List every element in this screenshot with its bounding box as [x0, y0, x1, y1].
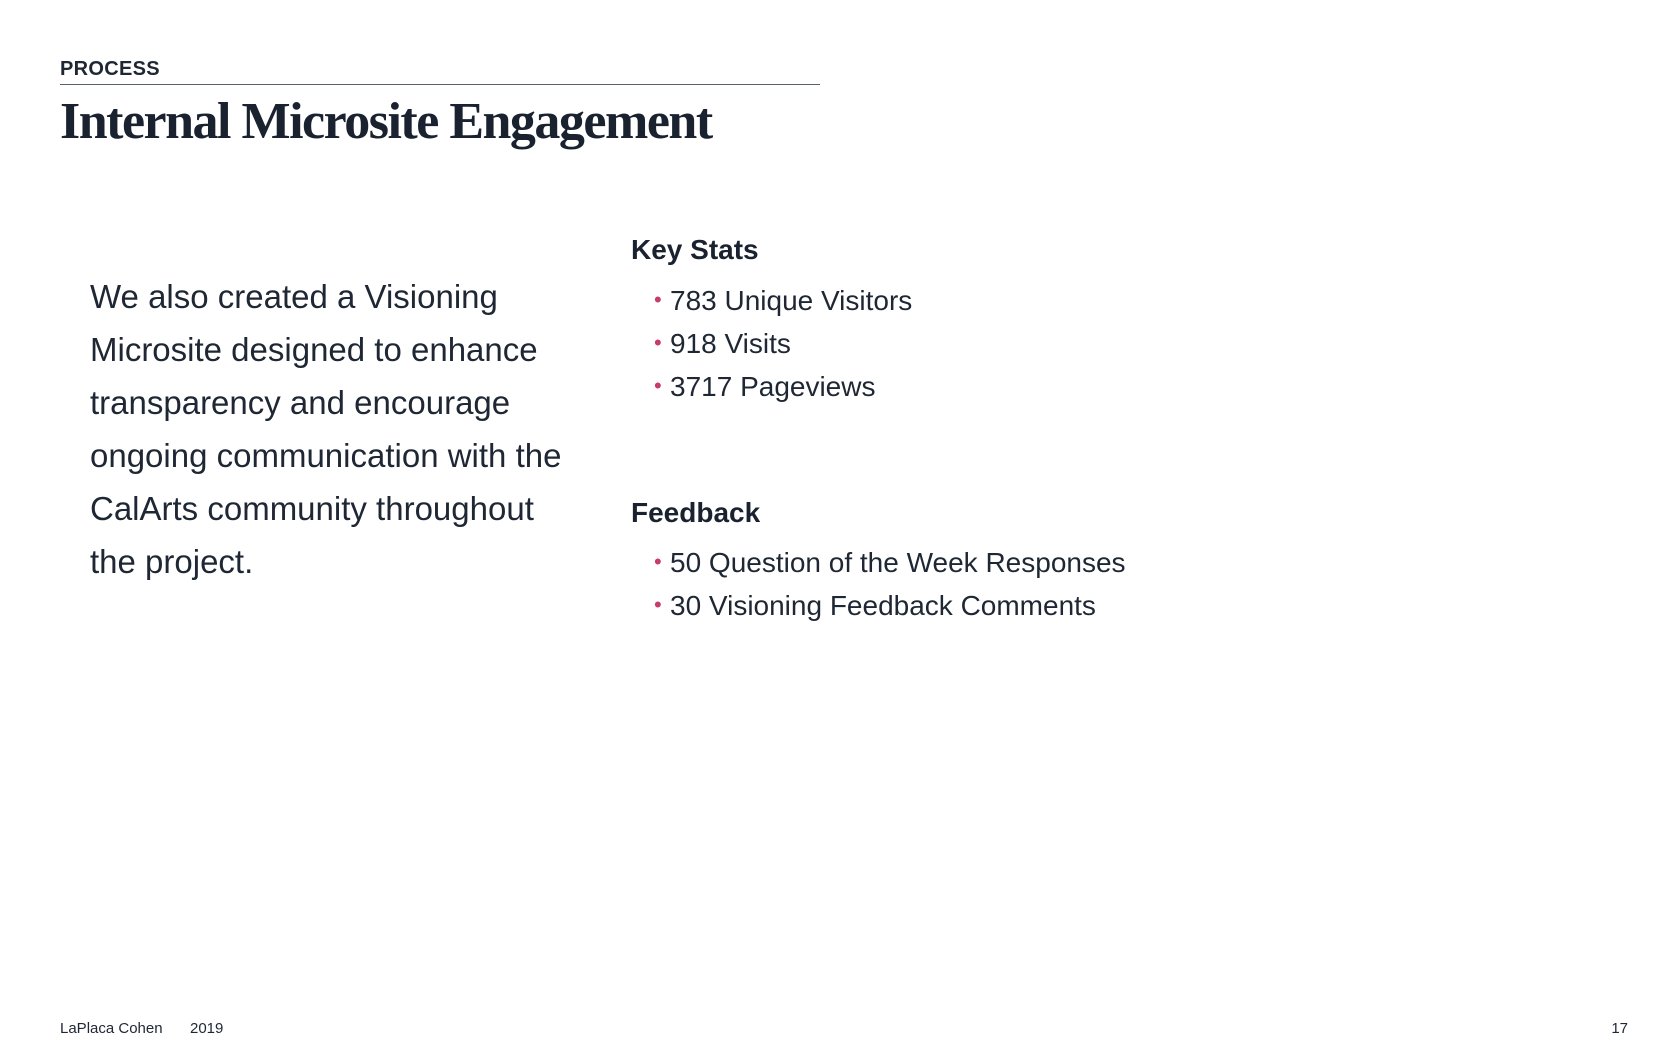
bullet-icon: •	[654, 549, 662, 574]
bullet-icon: •	[654, 373, 662, 398]
feedback-list	[654, 541, 1126, 627]
list-item	[654, 584, 1126, 627]
key-stats-heading: Key Stats	[631, 234, 759, 265]
stat-text: 3717 Pageviews	[670, 371, 876, 402]
footer-organization: LaPlaca Cohen	[60, 1020, 163, 1037]
section-label: PROCESS	[60, 58, 160, 80]
stat-text: 783 Unique Visitors	[670, 285, 913, 316]
key-stats-list	[654, 279, 912, 408]
page-number: 17	[1611, 1020, 1628, 1037]
section-divider	[60, 84, 820, 85]
bullet-icon: •	[654, 330, 662, 355]
stat-text: 918 Visits	[670, 328, 791, 359]
list-item	[654, 365, 912, 408]
list-item	[654, 541, 1126, 584]
bullet-icon: •	[654, 592, 662, 617]
feedback-heading: Feedback	[631, 497, 761, 528]
page-title: Internal Microsite Engagement	[60, 93, 712, 150]
intro-paragraph: We also created a Visioning Microsite designed to enhance transparency and encourage ongoing communication with the CalArts community throughout the project.	[90, 278, 562, 580]
list-item	[654, 322, 912, 365]
bullet-icon: •	[654, 287, 662, 312]
feedback-text: 50 Question of the Week Responses	[670, 547, 1126, 578]
feedback-text: 30 Visioning Feedback Comments	[670, 590, 1096, 621]
list-item	[654, 279, 912, 322]
footer-year: 2019	[190, 1020, 224, 1037]
